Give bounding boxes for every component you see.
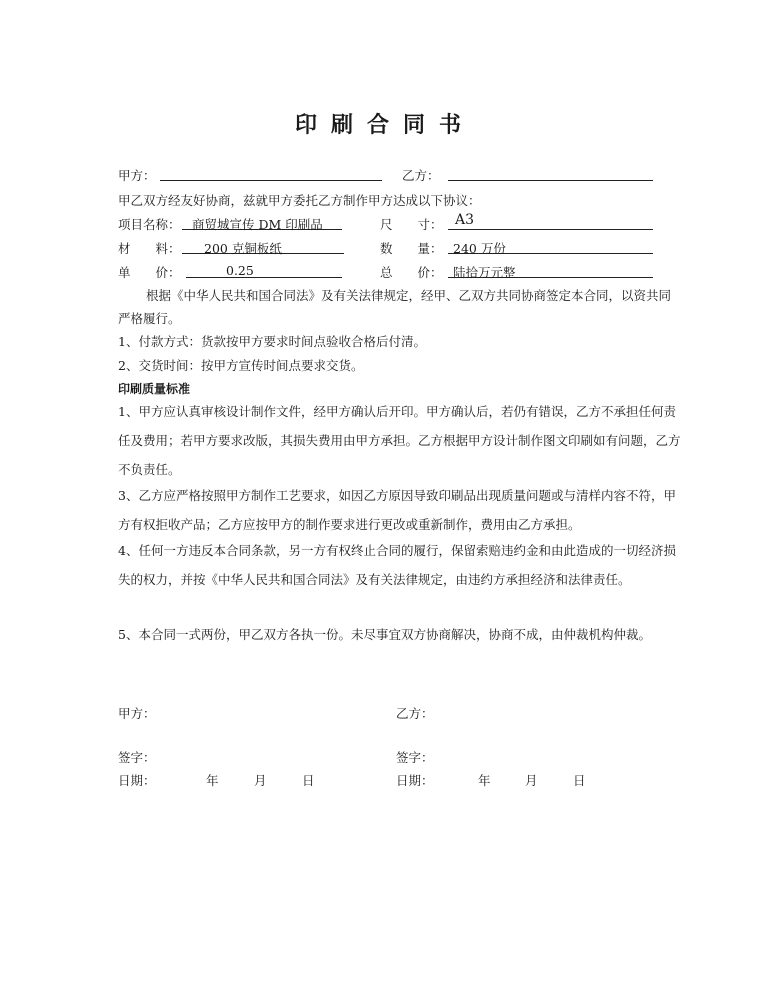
unit-price-value: 0.25: [226, 263, 254, 278]
party-b-date-year: 年: [478, 773, 491, 788]
party-b-label: 乙方：: [402, 168, 440, 183]
document-title: 印刷合同书: [294, 113, 475, 138]
signature-party-a-label: 甲方：: [118, 706, 156, 721]
quality-clause-3: 3、乙方应严格按照甲方制作工艺要求，如因乙方原因导致印刷品出现质量问题或与清样内容不符，甲方有权拒收产品；乙方应按甲方的制作要求进行更改或重新制作，费用由乙方承担。: [118, 488, 676, 532]
material-label: 材 料：: [118, 241, 181, 256]
unit-price-label: 单 价：: [118, 265, 181, 280]
total-price-label: 总 价：: [380, 265, 443, 280]
total-price-value: 陆拾万元整: [453, 265, 516, 280]
quantity-value: 240 万份: [453, 241, 506, 256]
party-b-date-day: 日: [573, 773, 586, 788]
size-value: A3: [455, 212, 475, 228]
project-name-label: 项目名称：: [118, 217, 181, 232]
party-b-line: [448, 180, 653, 181]
quality-standard-heading: 印刷质量标准: [118, 382, 191, 396]
party-b-date-label: 日期：: [396, 773, 434, 788]
signature-party-b-label: 乙方：: [396, 706, 434, 721]
intro-text: 甲乙双方经友好协商，兹就甲方委托乙方制作甲方达成以下协议：: [118, 193, 481, 208]
size-line: [448, 229, 653, 230]
project-name-value: 商贸城宣传 DM 印刷品: [192, 217, 323, 232]
legal-basis-paragraph: 根据《中华人民共和国合同法》及有关法律规定，经甲、乙双方共同协商签定本合同，以资共同严格履行。: [118, 288, 672, 326]
party-b-date-month: 月: [525, 773, 538, 788]
size-label: 尺 寸：: [380, 217, 443, 232]
material-value: 200 克铜板纸: [204, 241, 282, 256]
party-a-date-month: 月: [254, 773, 267, 788]
delivery-clause: 2、交货时间：按甲方宣传时间点要求交货。: [118, 358, 364, 373]
unit-price-line: [186, 277, 342, 278]
party-a-date-year: 年: [206, 773, 219, 788]
party-a-sign-label: 签字：: [118, 750, 156, 765]
quality-clause-4: 4、任何一方违反本合同条款，另一方有权终止合同的履行，保留索赔违约金和由此造成的一切经济损失的权力，并按《中华人民共和国合同法》及有关法律规定，由违约方承担经济和法律责任。: [118, 543, 676, 587]
quality-clause-5: 5、本合同一式两份，甲乙双方各执一份。未尽事宜双方协商解决，协商不成，由仲裁机构仲裁。: [118, 627, 651, 642]
party-b-sign-label: 签字：: [396, 750, 434, 765]
party-a-label: 甲方：: [118, 168, 156, 183]
payment-clause: 1、付款方式：货款按甲方要求时间点验收合格后付清。: [118, 334, 426, 349]
party-a-line: [160, 180, 382, 181]
quality-clause-1: 1、甲方应认真审核设计制作文件，经甲方确认后开印。甲方确认后，若仍有错误，乙方不承担任何责任及费用；若甲方要求改版，其损失费用由甲方承担。乙方根据甲方设计制作图文印刷如有问题，乙方不负责任。: [118, 404, 681, 477]
party-a-date-label: 日期：: [118, 773, 156, 788]
party-a-date-day: 日: [302, 773, 315, 788]
quantity-label: 数 量：: [380, 241, 443, 256]
